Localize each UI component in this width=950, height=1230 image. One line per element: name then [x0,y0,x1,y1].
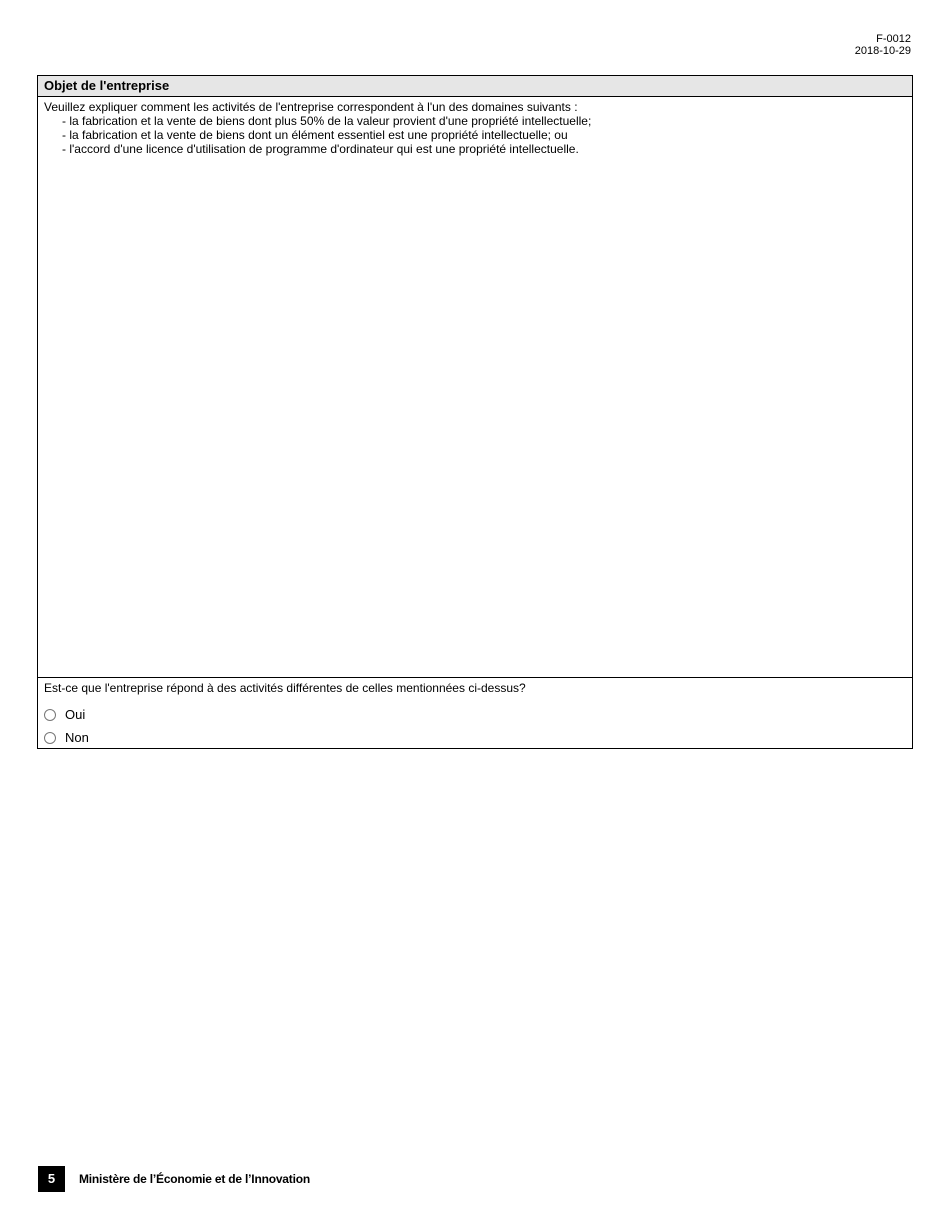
business-purpose-section [37,75,913,749]
other-activities-question [38,678,912,749]
domain-list [44,114,906,156]
ministry-name: Ministère de l’Économie et de l’Innovation [79,1172,310,1186]
form-date: 2018-10-29 [854,45,911,57]
domain-item: - l'accord d'une licence d'utilisation de programme d'ordinateur qui est une propriété intellectuelle. [62,142,579,156]
question-text: Est-ce que l'entreprise répond à des activités différentes de celles mentionnées ci-dessus? [44,681,526,695]
option-non[interactable] [44,726,906,749]
business-purpose-answer-field[interactable] [38,97,912,678]
radio-oui[interactable] [44,709,56,721]
domain-item: - la fabrication et la vente de biens dont plus 50% de la valeur provient d'une propriété intellectuelle; [62,114,592,128]
section-title: Objet de l'entreprise [38,76,912,97]
page-footer [38,1166,310,1192]
option-oui[interactable] [44,703,906,726]
radio-non[interactable] [44,732,56,744]
option-oui-label: Oui [65,706,86,722]
form-identifier [855,33,911,57]
page-number: 5 [38,1166,65,1192]
form-code: F-0012 [876,33,911,45]
instructions-text: Veuillez expliquer comment les activités de l'entreprise correspondent à l'un des domaines suivants : [44,100,578,114]
option-non-label: Non [65,729,89,745]
domain-item: - la fabrication et la vente de biens dont un élément essentiel est une propriété intellectuelle; ou [62,128,568,142]
